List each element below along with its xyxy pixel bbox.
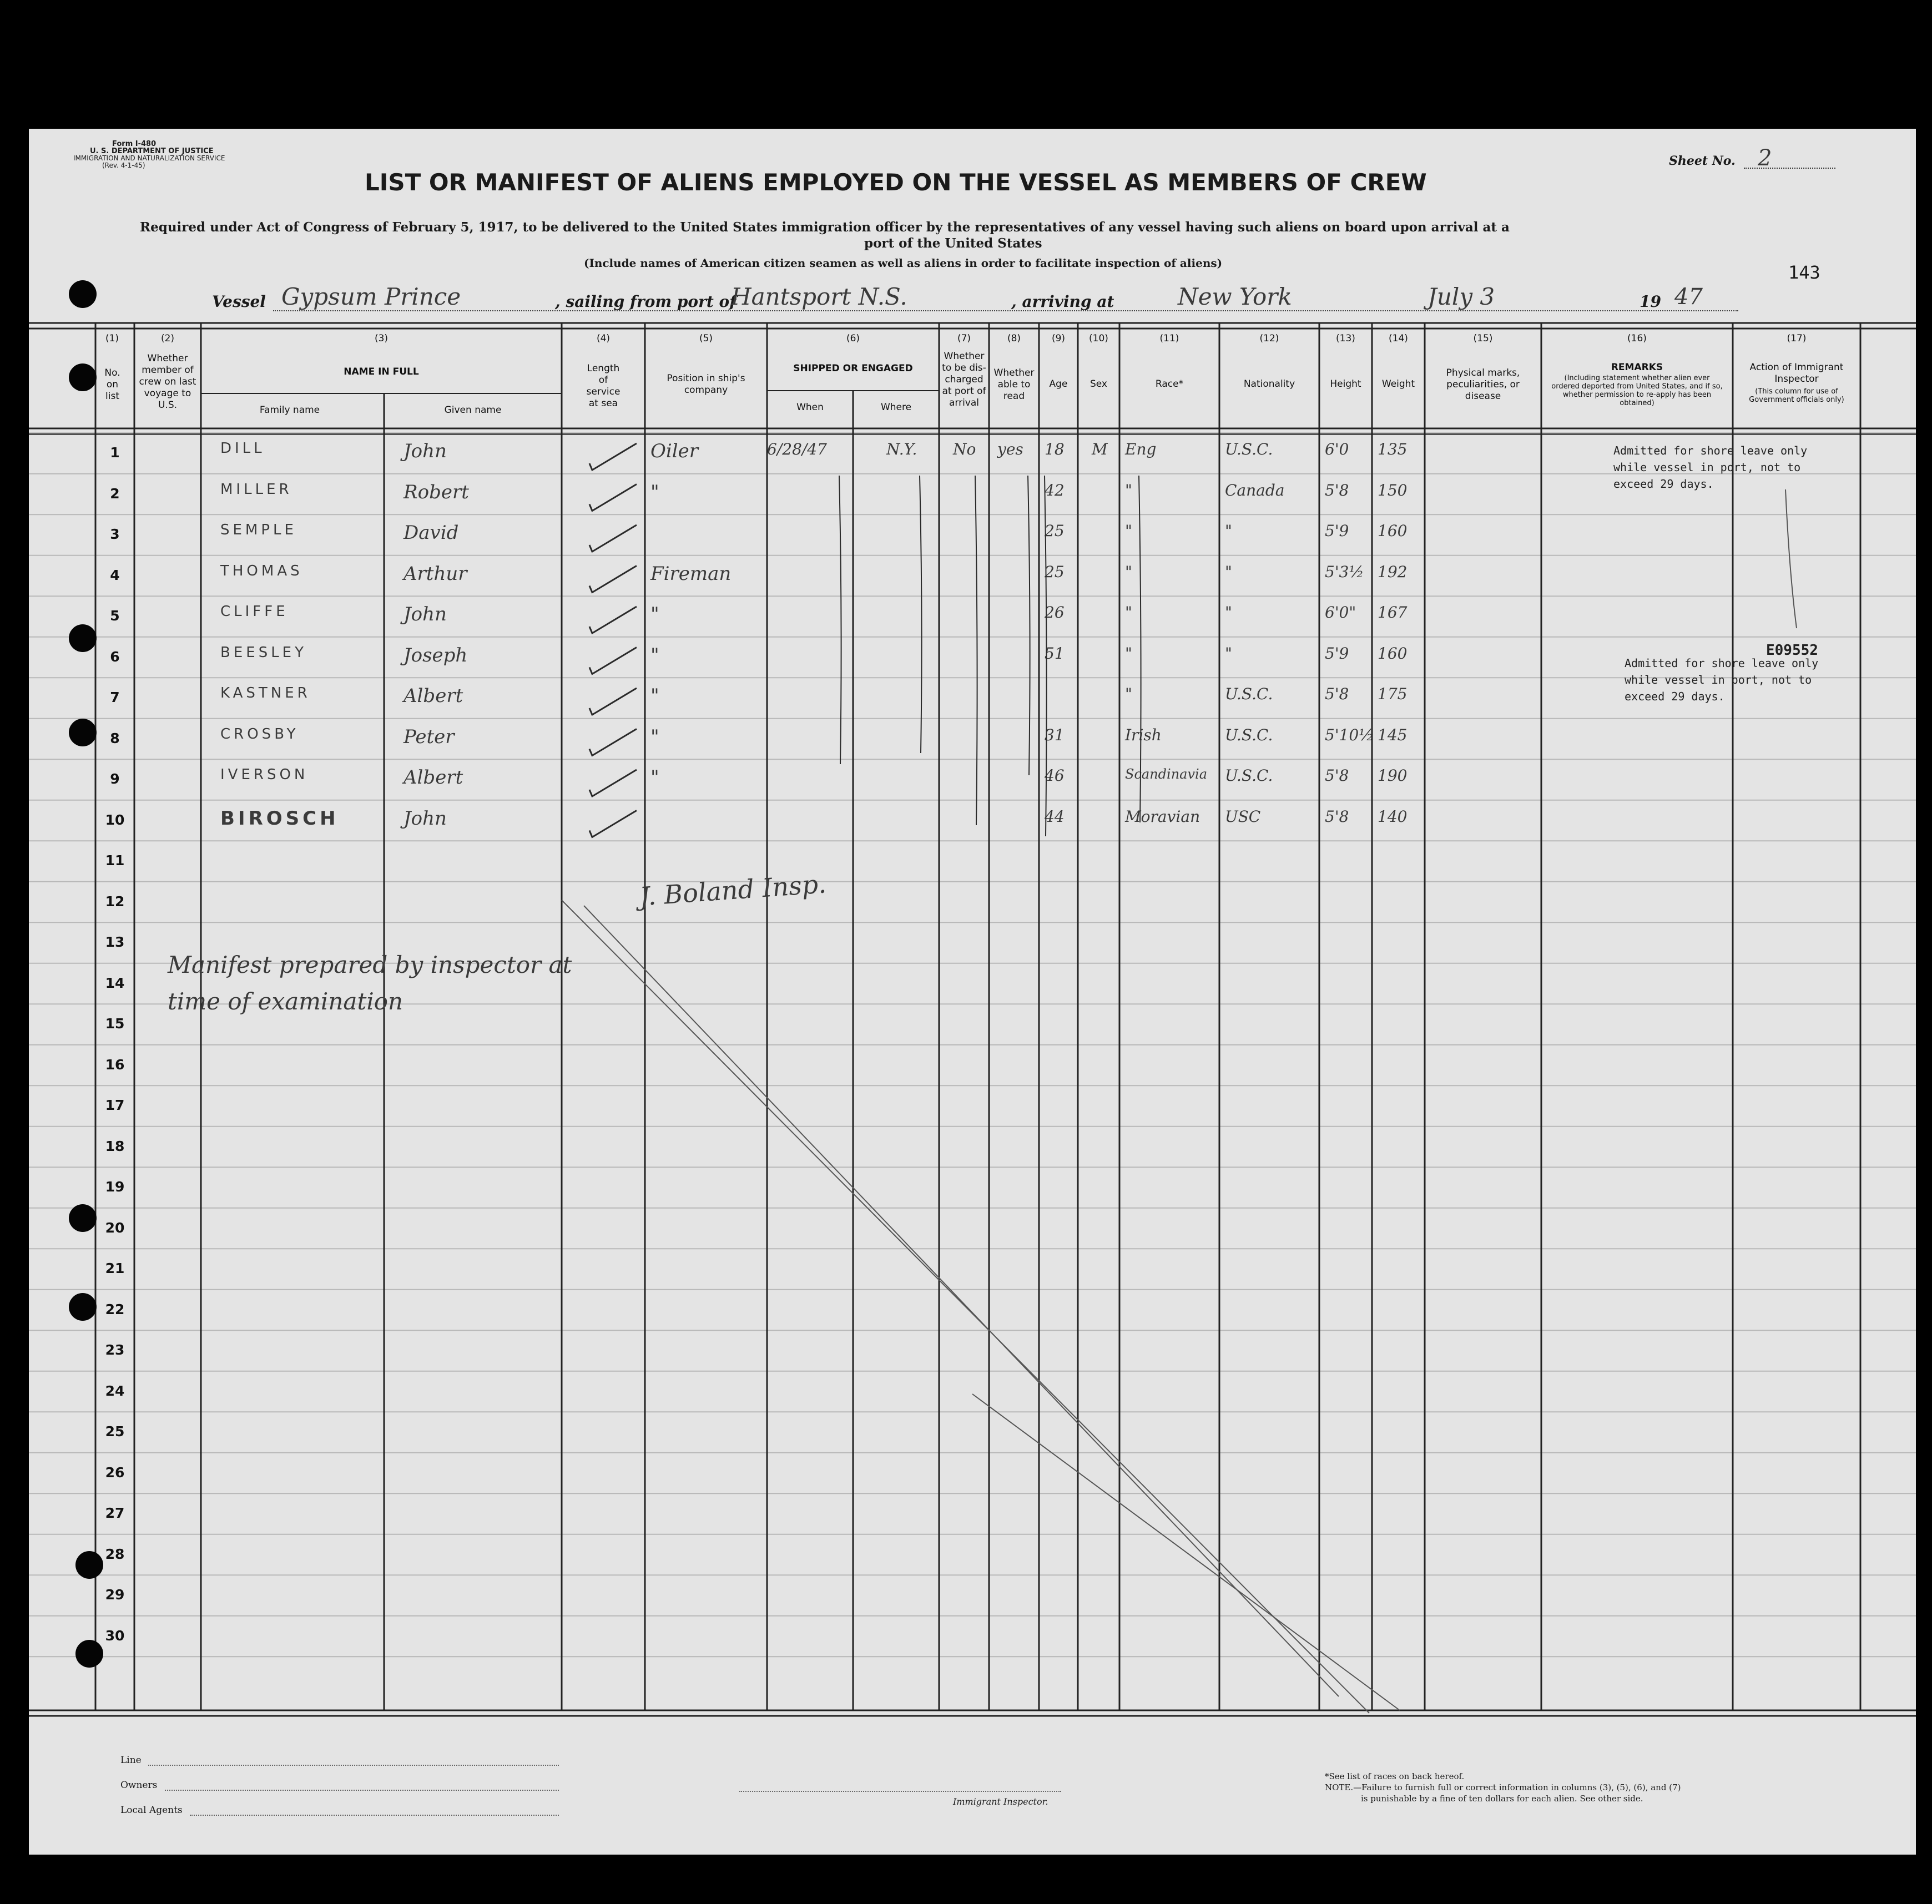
col-10-header: Sex — [1089, 378, 1107, 390]
col-17-subheader: (This column for use of Government officials only) — [1749, 387, 1844, 404]
crew-age: 26 — [1045, 603, 1065, 622]
col-9-header: Age — [1049, 378, 1068, 390]
crew-race: " — [1125, 522, 1132, 540]
service-check-mark — [589, 525, 637, 552]
row-number: 27 — [105, 1505, 125, 1521]
crew-nationality: U.S.C. — [1225, 725, 1273, 744]
row-number: 5 — [110, 608, 120, 624]
row-number: 23 — [105, 1342, 125, 1358]
footer-agents-field[interactable] — [190, 1815, 559, 1816]
crew-age: 51 — [1045, 644, 1065, 663]
crew-weight: 192 — [1378, 562, 1408, 581]
crew-able-to-read: yes — [997, 440, 1023, 458]
col-11-num: (11) — [1159, 333, 1179, 344]
service-check-mark — [589, 729, 637, 756]
ditto-stroke — [1028, 476, 1030, 775]
inspector-signature: J. Boland Insp. — [638, 868, 828, 912]
row-number: 13 — [105, 934, 125, 950]
row-number: 8 — [110, 730, 120, 746]
row-number: 1 — [110, 445, 120, 461]
crew-nationality: USC — [1225, 807, 1261, 826]
crew-age: 25 — [1045, 562, 1065, 581]
col-11-header: Race* — [1155, 378, 1184, 390]
col-14-header: Weight — [1381, 378, 1415, 390]
crew-height: 5'9 — [1325, 522, 1349, 540]
crew-height: 6'0" — [1325, 603, 1356, 622]
row-number: 30 — [105, 1627, 125, 1644]
col-6a-header: When — [796, 402, 824, 413]
crew-nationality: U.S.C. — [1225, 440, 1273, 458]
punch-hole — [69, 280, 97, 308]
crew-nationality: " — [1225, 562, 1232, 581]
footer-note-2: NOTE.—Failure to furnish full or correct information in columns (3), (5), (6), and (7) — [1325, 1782, 1681, 1792]
footer-agents-label: Local Agents — [120, 1805, 183, 1816]
col-8-header: Whether able to read — [993, 367, 1035, 402]
row-number: 12 — [105, 893, 125, 910]
crew-race: " — [1125, 603, 1132, 622]
col-13-num: (13) — [1336, 333, 1355, 344]
col-6-header: SHIPPED OR ENGAGED — [793, 363, 913, 374]
service-check-mark — [589, 688, 637, 715]
row-number: 6 — [110, 648, 120, 665]
col-15-num: (15) — [1473, 333, 1493, 344]
sheet-label: Sheet No. — [1669, 154, 1736, 168]
col-12-num: (12) — [1259, 333, 1279, 344]
ditto-stroke — [1139, 476, 1141, 822]
col-12-header: Nationality — [1243, 378, 1295, 390]
row-number: 9 — [110, 771, 120, 787]
cancel-strokes — [29, 129, 1916, 1855]
crew-race: " — [1125, 685, 1132, 703]
col-1-num: (1) — [105, 333, 119, 344]
ditto-stroke — [975, 476, 977, 825]
crew-height: 5'9 — [1325, 644, 1349, 663]
row-number: 25 — [105, 1423, 125, 1440]
row-number: 3 — [110, 526, 120, 542]
service-check-mark — [589, 607, 637, 633]
crew-given-name: Albert — [403, 766, 463, 789]
col-17-header: Action of Immigrant Inspector — [1749, 362, 1844, 385]
service-check-mark — [589, 648, 637, 674]
form-title: LIST OR MANIFEST OF ALIENS EMPLOYED ON THE VESSEL AS MEMBERS OF CREW — [365, 169, 1427, 196]
col-4-header: Length of service at sea — [586, 363, 621, 409]
page-stamp: 143 — [1788, 262, 1820, 283]
crew-position: " — [650, 725, 659, 748]
sailing-from-label: , sailing from port of — [555, 292, 737, 311]
crew-family-name: BIROSCH — [220, 807, 339, 830]
row-number: 29 — [105, 1587, 125, 1603]
crew-given-name: Joseph — [403, 644, 468, 666]
crew-family-name: KASTNER — [220, 685, 311, 701]
col-5-header: Position in ship's company — [667, 373, 745, 396]
col-7-num: (7) — [957, 333, 971, 344]
crew-height: 5'8 — [1325, 807, 1349, 826]
form-subtitle-2: port of the United States — [864, 236, 1042, 251]
col-2-num: (2) — [160, 333, 175, 344]
row-number: 4 — [110, 567, 120, 583]
col-10-num: (10) — [1089, 333, 1108, 344]
crew-age: 42 — [1045, 481, 1065, 499]
punch-hole — [69, 363, 97, 391]
form-rev: (Rev. 4-1-45) — [102, 161, 145, 169]
col-8-num: (8) — [1007, 333, 1021, 344]
col-16-subheader: (Including statement whether alien ever ordered deported from United States, and if so, whether permission to re-apply has been obtained) — [1551, 374, 1723, 407]
col-6-num: (6) — [846, 333, 860, 344]
crew-race: Irish — [1125, 725, 1162, 744]
col-16-header: REMARKS — [1611, 362, 1663, 373]
crew-sex: M — [1092, 440, 1108, 458]
crew-age: 46 — [1045, 766, 1065, 785]
punch-hole — [69, 1204, 97, 1232]
col-16-num: (16) — [1627, 333, 1647, 344]
form-number: Form I-480 — [112, 140, 157, 148]
crew-family-name: CLIFFE — [220, 603, 289, 620]
ditto-stroke — [1045, 476, 1047, 836]
crew-position: " — [650, 766, 659, 789]
row-number: 24 — [105, 1382, 125, 1399]
crew-family-name: DILL — [220, 440, 265, 457]
remarks-shore-leave-1: Admitted for shore leave only while vessel in port, not to exceed 29 days. — [1613, 444, 1808, 491]
form-service: IMMIGRATION AND NATURALIZATION SERVICE — [73, 154, 225, 162]
crew-family-name: CROSBY — [220, 725, 299, 743]
crew-nationality: U.S.C. — [1225, 766, 1273, 785]
col-5-num: (5) — [699, 333, 713, 344]
crew-position: Oiler — [650, 440, 698, 462]
crew-position: " — [650, 603, 659, 625]
footer-line-field[interactable] — [148, 1765, 559, 1766]
year-suffix: 47 — [1674, 284, 1703, 310]
arriving-label: , arriving at — [1011, 292, 1114, 311]
crew-nationality: Canada — [1225, 481, 1285, 499]
row-number: 21 — [105, 1260, 125, 1276]
row-number: 10 — [105, 811, 125, 828]
col-9-num: (9) — [1051, 333, 1066, 344]
col-3-num: (3) — [374, 333, 389, 344]
crew-weight: 175 — [1378, 685, 1408, 703]
crew-weight: 160 — [1378, 522, 1408, 540]
punch-hole — [69, 624, 97, 652]
crew-height: 5'8 — [1325, 685, 1349, 703]
form-dept: U. S. DEPARTMENT OF JUSTICE — [90, 147, 214, 155]
manifest-note-line-2: time of examination — [168, 988, 403, 1015]
crew-age: 44 — [1045, 807, 1065, 826]
service-check-mark — [589, 811, 637, 837]
footer-line-label: Line — [120, 1755, 142, 1766]
crew-given-name: John — [403, 440, 447, 462]
footer-note-1: *See list of races on back hereof. — [1325, 1771, 1465, 1781]
crew-family-name: BEESLEY — [220, 644, 307, 661]
col-14-num: (14) — [1389, 333, 1408, 344]
year-prefix: 19 — [1640, 292, 1661, 311]
col-6b-header: Where — [880, 402, 912, 413]
crew-given-name: Peter — [403, 725, 455, 748]
col-4-num: (4) — [596, 333, 611, 344]
row-number: 28 — [105, 1546, 125, 1562]
crew-given-name: Albert — [403, 685, 463, 707]
col-1-header: No. on list — [104, 367, 120, 402]
form-subtitle-1: Required under Act of Congress of February 5, 1917, to be delivered to the United States immigration officer by the representatives of any vessel having such aliens on board upon arrival at a — [140, 220, 1510, 235]
row-number: 26 — [105, 1464, 125, 1481]
row-number: 20 — [105, 1219, 125, 1236]
footer-owners-label: Owners — [120, 1780, 158, 1791]
crew-age: 25 — [1045, 522, 1065, 540]
row-number: 19 — [105, 1179, 125, 1195]
crew-race: Scandinavia — [1125, 766, 1207, 782]
crew-family-name: THOMAS — [220, 562, 303, 579]
crew-height: 5'8 — [1325, 766, 1349, 785]
crew-race: " — [1125, 644, 1132, 663]
col-3b-header: Given name — [444, 405, 502, 416]
arrival-date: July 3 — [1427, 283, 1495, 310]
crew-given-name: David — [403, 522, 459, 544]
row-number: 18 — [105, 1138, 125, 1154]
service-check-mark — [589, 770, 637, 796]
sheet-number: 2 — [1758, 145, 1772, 171]
manifest-sheet — [29, 129, 1916, 1855]
footer-note-3: is punishable by a fine of ten dollars for each alien. See other side. — [1361, 1794, 1643, 1804]
crew-weight: 167 — [1378, 603, 1408, 622]
service-check-mark — [589, 566, 637, 593]
row-number: 11 — [105, 852, 125, 868]
ditto-stroke — [839, 476, 841, 764]
ditto-stroke — [920, 476, 922, 753]
row-number: 7 — [110, 689, 120, 705]
col-3-header: NAME IN FULL — [344, 366, 419, 377]
service-check-mark — [589, 443, 637, 470]
crew-given-name: John — [403, 807, 447, 830]
crew-given-name: Arthur — [403, 562, 467, 585]
col-2-header: Whether member of crew on last voyage to U.S. — [139, 353, 196, 411]
crew-race: Moravian — [1125, 807, 1200, 826]
crew-race: Eng — [1125, 440, 1157, 458]
punch-hole — [69, 1293, 97, 1321]
crew-nationality: " — [1225, 522, 1232, 540]
punch-hole — [69, 719, 97, 746]
crew-position: " — [650, 685, 659, 707]
form-subtitle-3: (Include names of American citizen seamen as well as aliens in order to facilitate inspection of aliens) — [584, 256, 1223, 270]
vessel-name: Gypsum Prince — [281, 283, 461, 310]
row-number: 17 — [105, 1097, 125, 1113]
manifest-note-line-1: Manifest prepared by inspector at — [168, 951, 572, 978]
punch-hole — [75, 1551, 103, 1579]
sailing-from-port: Hantsport N.S. — [731, 283, 907, 310]
col-7-header: Whether to be dis-charged at port of arrival — [942, 351, 986, 408]
crew-given-name: John — [403, 603, 447, 625]
row-number: 2 — [110, 485, 120, 502]
crew-height: 5'3½ — [1325, 562, 1364, 581]
crew-family-name: IVERSON — [220, 766, 309, 783]
crew-age: 18 — [1045, 440, 1065, 458]
col-3a-header: Family name — [259, 405, 320, 416]
crew-weight: 140 — [1378, 807, 1408, 826]
arriving-port: New York — [1178, 283, 1292, 310]
crew-shipped-where: N.Y. — [886, 440, 917, 458]
crew-height: 6'0 — [1325, 440, 1349, 458]
crew-weight: 190 — [1378, 766, 1408, 785]
crew-position: " — [650, 644, 659, 666]
crew-nationality: U.S.C. — [1225, 685, 1273, 703]
crew-position: " — [650, 481, 659, 503]
crew-age: 31 — [1045, 725, 1065, 744]
row-number: 16 — [105, 1056, 125, 1073]
service-check-mark — [589, 484, 637, 511]
crew-race: " — [1125, 481, 1132, 499]
crew-weight: 145 — [1378, 725, 1408, 744]
crew-family-name: MILLER — [220, 481, 292, 498]
row-number: 22 — [105, 1301, 125, 1317]
crew-family-name: SEMPLE — [220, 522, 297, 538]
crew-shipped-when: 6/28/47 — [767, 440, 827, 458]
crew-height: 5'10½ — [1325, 725, 1374, 744]
crew-given-name: Robert — [403, 481, 469, 503]
col-15-header: Physical marks, peculiarities, or disease — [1446, 367, 1520, 402]
remarks-shore-leave-2: Admitted for shore leave only while vessel in port, not to exceed 29 days. — [1625, 656, 1819, 703]
crew-discharged: No — [953, 440, 976, 458]
footer-owners-field[interactable] — [165, 1790, 559, 1791]
vessel-label: Vessel — [212, 292, 266, 311]
crew-height: 5'8 — [1325, 481, 1349, 499]
col-13-header: Height — [1330, 378, 1361, 390]
crew-weight: 160 — [1378, 644, 1408, 663]
crew-nationality: " — [1225, 603, 1232, 622]
crew-weight: 135 — [1378, 440, 1408, 458]
footer-inspector-label: Immigrant Inspector. — [953, 1796, 1048, 1807]
row-number: 15 — [105, 1016, 125, 1032]
remarks-stamp-number: E09552 — [1766, 642, 1818, 659]
crew-nationality: " — [1225, 644, 1232, 663]
crew-position: Fireman — [650, 562, 732, 585]
punch-hole — [75, 1640, 103, 1668]
crew-weight: 150 — [1378, 481, 1408, 499]
crew-race: " — [1125, 562, 1132, 581]
col-17-num: (17) — [1787, 333, 1807, 344]
inspector-signature-line[interactable] — [739, 1791, 1061, 1792]
row-number: 14 — [105, 974, 125, 991]
